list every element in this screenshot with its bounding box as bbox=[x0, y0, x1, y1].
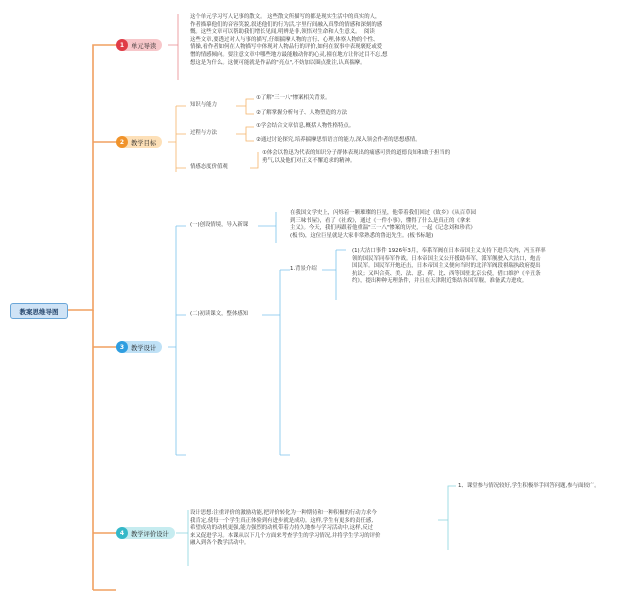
branch-label: 教学设计 bbox=[131, 344, 157, 352]
goal-group-label: 知识与能力 bbox=[190, 102, 217, 108]
number-badge: 2 bbox=[116, 136, 128, 148]
background-intro-label: 1.背景介绍 bbox=[290, 266, 317, 272]
branch-teaching-design bbox=[116, 341, 162, 353]
number-badge: 1 bbox=[116, 39, 128, 51]
branch-label: 单元导读 bbox=[131, 42, 157, 50]
root-node: 教案思维导图 bbox=[10, 303, 68, 319]
goal-item: ②通过讨论探究,培养揣摩思悟语言的能力,深入领会作者的思想感情。 bbox=[256, 137, 421, 143]
unit-intro-text: 这个单元学习写人记事的散文。 这些散文所描写的都是现实生活中的真实的人， 作者描摹他们的音容笑貌,叙述他们的行为活,字里行间融入真挚的情感和深刻的感 慨。这些文章可以帮助我们增长见闻,明辨是非,领悟对生命和人生意义。 阅读 这些文章,要透过对人与事的描写,仔细揣摩人物的言行、心理,体察人物的个性、 情操,看作者如何在人物描写中体现对人物品行的评价,如何在叙事中表现褒贬或爱 憎的情感倾向。要注意文章中哪些地方最能触动你的心灵,撞在地方让你过目不忘,想 想这是为什么。这便可能就是作品的"亮点",不妨加以圈点批注,认真揣摩。 bbox=[190, 14, 388, 66]
evaluation-item: 1、课堂参与情况较好,学生积极举手回答问题,参与面较广。 bbox=[458, 483, 600, 489]
design-step-text: 在我国文学史上，闪烁着一颗璀璨的巨星，他带着我们回过《故乡》《从百草园 到三味书屋》，看了《社戏》，通过《一件小事》，懂得了什么是真正的《拿来 主义》。今天，我们再跟着他重温"三一八"惨案的历史，一起《记念刘和珍君》 (板书)，这位巨星就是大家非常熟悉的鲁迅先生。(板书标题) bbox=[290, 210, 476, 239]
goal-item: ②了解掌握分析句子、人物塑造的方法 bbox=[256, 110, 348, 116]
design-step-label: (二)初读课文，整体感知 bbox=[190, 311, 249, 317]
background-intro-text: (1)大沽口事件 1926年3月，奉系军阀在日本帝国主义支持下进兵关内，冯玉祥率 领的国民军同奉军作战。日本帝国主义公开援助奉军，派军舰驶入大沽口，炮击 国民军。国民军开炮还击，日本帝国主义便向当时的北洋军阀段祺瑞执政府提出 抗议；又纠合英、美、法、意、荷、比、西等国驻北京公使，借口维护《辛丑条 约》，提出种种无理条件，并且在天津附近集结各国军舰，准备武力进攻。 bbox=[352, 248, 546, 285]
goal-item: ①学会结合文章信息,概括人物性格特点。 bbox=[256, 123, 355, 129]
goal-group-label: 过程与方法 bbox=[190, 130, 217, 136]
number-badge: 3 bbox=[116, 341, 128, 353]
branch-label: 教学目标 bbox=[131, 139, 157, 147]
branch-unit-intro bbox=[116, 39, 162, 51]
branch-label: 教学评价设计 bbox=[131, 530, 169, 538]
goal-item: ①了解"三一八"惨案相关背景。 bbox=[256, 95, 331, 101]
branch-teaching-goals bbox=[116, 136, 162, 148]
goal-group-label: 情感态度价值观 bbox=[190, 164, 228, 170]
branch-evaluation-design bbox=[116, 527, 175, 539]
number-badge: 4 bbox=[116, 527, 128, 539]
design-step-label: (一)创设情境，导入新课 bbox=[190, 222, 249, 228]
evaluation-text: 设计思想:注重评价的激励功能,把评价转化为一种期待和一种积极的行动力求今 我肯定,使每一个学生真正体验到有进步就是成功。这样,学生有更多的责任感, 希望成功的动机更强,能力强烈的动机带着力持久地参与学习活动中,这样,反过 来又促进学习。本课从以下几个方面来考查学生的学习情况,并将学生学习的评价 融入到各个教学活动中。 bbox=[190, 510, 381, 547]
goal-item: ①体会以鲁迅为代表的知识分子群体表现出的痛感可贵的道德良知和敢于担当的 勇气,以及他们对正义不懈追求的精神。 bbox=[262, 150, 451, 164]
